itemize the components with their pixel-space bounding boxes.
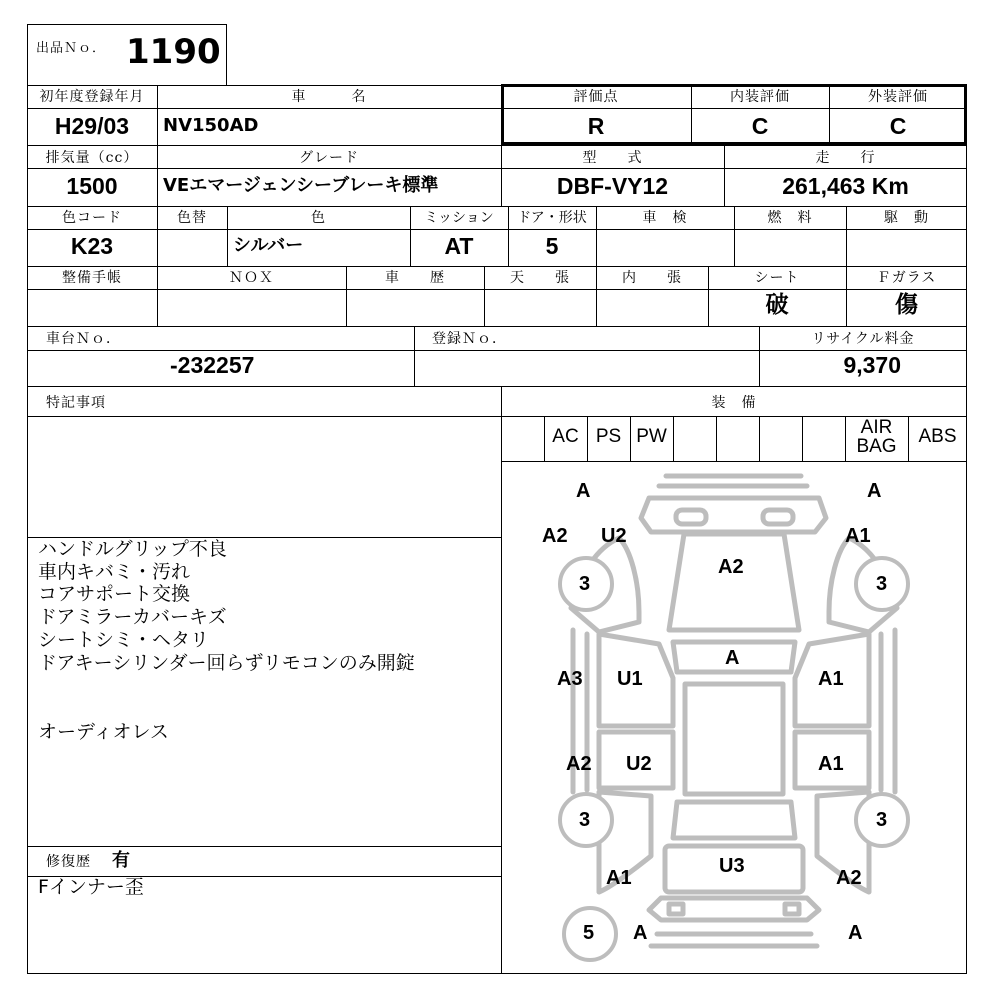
mark-left-rear-door-inner: U2 — [626, 753, 652, 775]
remarks-line: オーディオレス — [38, 721, 169, 743]
car-diagram — [501, 462, 967, 974]
mark-rear-right-corner: A — [848, 922, 863, 944]
equipment-row — [501, 416, 967, 461]
mark-hood: A2 — [718, 556, 744, 578]
mark-left-front-fender: A2 — [542, 525, 568, 547]
score-value: R — [587, 113, 605, 139]
mark-left-rear-door: A2 — [566, 753, 592, 775]
transmission-label: ミッション — [424, 210, 494, 226]
mark-right-rear-door: A1 — [818, 753, 844, 775]
remarks-list — [38, 538, 498, 838]
nox-label: ＮＯＸ — [229, 270, 274, 286]
mark-spare-tire: 5 — [583, 922, 595, 944]
remarks-line: コアサポート交換 — [38, 583, 191, 606]
displacement-value: 1500 — [66, 173, 118, 199]
mileage-value: 261,463 Km — [782, 173, 909, 199]
mark-rear-left-corner: A — [633, 922, 648, 944]
remarks-line: 車内キバミ・汚れ — [38, 560, 191, 583]
repair-history-note: Fインナー歪 — [38, 876, 144, 898]
exterior-rating-value: C — [889, 113, 907, 139]
seat-label: シート — [754, 270, 800, 286]
equipment-ac: AC — [552, 426, 579, 447]
color-value: シルバー — [233, 235, 304, 256]
doors-value: 5 — [545, 233, 559, 259]
mileage-label: 走 行 — [815, 150, 876, 166]
seat-value: 破 — [765, 291, 789, 318]
color-code-label: 色コード — [62, 210, 122, 226]
mark-tire-front-left: 3 — [579, 573, 591, 595]
exterior-rating-label: 外装評価 — [868, 89, 928, 105]
lot-number: 1190 — [126, 32, 221, 72]
color-change-label: 色替 — [177, 210, 207, 226]
remarks-line: ドアキーシリンダー回らずリモコンのみ開錠 — [38, 651, 415, 674]
grade-value: VEエマージェンシーブレーキ標準 — [163, 175, 439, 196]
model-value: DBF-VY12 — [556, 173, 669, 199]
recycle-fee-value: 9,370 — [843, 352, 901, 378]
interior-rating-label: 内装評価 — [730, 89, 790, 105]
grade-label: グレード — [299, 150, 359, 166]
mark-left-quarter: A1 — [606, 867, 632, 889]
interior-rating-value: C — [751, 113, 769, 139]
remarks-line: ドアミラーカバーキズ — [38, 606, 227, 629]
front-glass-value: 傷 — [895, 291, 918, 318]
mark-tire-rear-left: 3 — [579, 809, 591, 831]
mark-left-front-door-inner: U1 — [617, 668, 643, 690]
remarks-line: ハンドルグリップ不良 — [38, 538, 227, 560]
equipment-abs: ABS — [918, 426, 957, 447]
lot-number-label: 出品Ｎｏ． — [36, 41, 107, 56]
maintenance-label: 整備手帳 — [62, 270, 122, 286]
fuel-label: 燃 料 — [767, 210, 813, 226]
chassis-number-value: -232257 — [170, 352, 255, 378]
front-glass-label: Ｆガラス — [876, 270, 937, 286]
mark-left-front-door: A3 — [557, 668, 583, 690]
headliner-label: 内 張 — [622, 270, 682, 286]
mark-right-quarter: A2 — [836, 867, 862, 889]
color-label: 色 — [311, 210, 326, 226]
mark-tire-rear-right: 3 — [876, 809, 888, 831]
mark-roof: A — [725, 647, 740, 669]
inspection-label: 車 検 — [642, 210, 688, 226]
transmission-value: AT — [444, 233, 474, 259]
equipment-pw: PW — [636, 426, 667, 447]
mark-front-left-corner: A — [576, 480, 591, 502]
recycle-fee-label: リサイクル料金 — [811, 331, 915, 347]
equipment-label: 装 備 — [711, 395, 757, 411]
equipment-ps: PS — [595, 426, 622, 447]
registration-number-label: 登録Ｎｏ． — [432, 331, 507, 347]
car-name-label: 車 名 — [291, 89, 367, 105]
equipment-airbag: AIR BAG — [856, 417, 897, 457]
first-registration-label: 初年度登録年月 — [39, 89, 145, 105]
vehicle-history-label: 車 歴 — [385, 270, 445, 286]
displacement-label: 排気量（cc） — [45, 150, 139, 166]
repair-history-value: 有 — [112, 850, 130, 871]
remarks-label: 特記事項 — [46, 395, 106, 411]
model-label: 型 式 — [582, 150, 643, 166]
mark-right-front-fender: A1 — [845, 525, 871, 547]
doors-label: ドア・形状 — [517, 210, 587, 226]
remarks-line: シートシミ・ヘタリ — [38, 628, 210, 651]
first-registration-value: H29/03 — [54, 113, 130, 139]
drive-label: 駆 動 — [884, 210, 929, 226]
repair-history-label: 修復歴 — [46, 854, 91, 870]
color-code-value: K23 — [70, 233, 114, 259]
mark-front-right-corner: A — [867, 480, 882, 502]
mark-back-door: U3 — [719, 855, 745, 877]
mark-tire-front-right: 3 — [876, 573, 888, 595]
mark-right-front-door: A1 — [818, 668, 844, 690]
sunroof-label: 天 張 — [510, 270, 570, 286]
score-label: 評価点 — [573, 89, 619, 105]
car-name-value: NV150AD — [163, 115, 259, 136]
chassis-number-label: 車台Ｎｏ． — [46, 331, 121, 347]
mark-left-front-fender-inner: U2 — [601, 525, 627, 547]
